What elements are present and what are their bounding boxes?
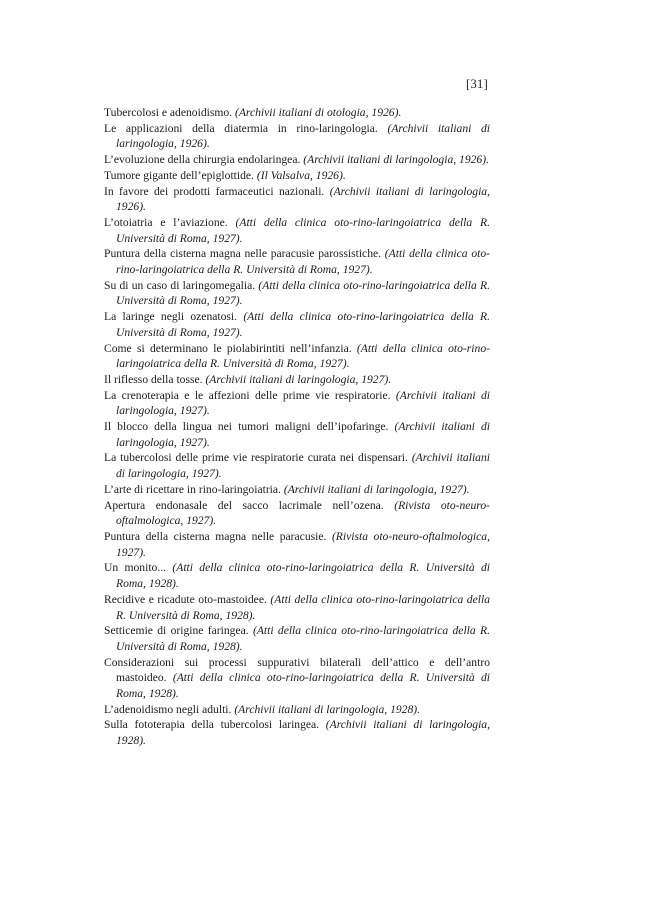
entry-source: (Archivii italiani di laringologia, 1927). — [116, 451, 490, 481]
entry-source: (Atti della clinica oto-rino-laringoiatrica della R. Università di Roma, 1927). — [116, 278, 490, 308]
bibliography-entry — [104, 419, 490, 450]
entry-title: Su di un caso di laringomegalia. — [104, 278, 256, 292]
entry-title: La tubercolosi delle prime vie respiratorie curata nei dispensari. — [104, 451, 408, 465]
bibliography-entry — [104, 498, 490, 529]
entry-source: (Atti della clinica oto-rino-laringoiatrica della R. Università di Roma, 1928). — [116, 561, 490, 591]
entry-title: In favore dei prodotti farmaceutici nazionali. — [104, 184, 325, 198]
bibliography-entry — [104, 450, 490, 481]
entry-source: (Atti della clinica oto-rino-laringoiatrica della R. Università di Roma, 1928). — [116, 592, 490, 622]
entry-title: Come si determinano le piolabirintiti nell’infanzia. — [104, 341, 352, 355]
bibliography-entry — [104, 529, 490, 560]
entry-source: (Archivii italiani di laringologia, 1927). — [116, 388, 490, 418]
entry-source: (Il Valsalva, 1926). — [256, 168, 346, 182]
entry-title: La laringe negli ozenatosi. — [104, 310, 238, 324]
entry-source: (Atti della clinica oto-rino-laringoiatrica della R. Università di Roma, 1927). — [116, 247, 490, 277]
entry-source: (Archivii italiani di laringologia, 1926). — [116, 121, 490, 151]
entry-source: (Rivista oto-neuro-oftalmologica, 1927). — [116, 529, 490, 559]
bibliography-entry — [104, 623, 490, 654]
entry-source: (Archivii italiani di laringologia, 1927). — [283, 482, 470, 496]
bibliography-entry — [104, 152, 490, 168]
page-number: [31] — [466, 77, 489, 91]
entry-source: (Rivista oto-neuro-oftalmologica, 1927). — [116, 498, 490, 528]
bibliography-entry — [104, 655, 490, 702]
entry-title: Considerazioni sui processi suppurativi bilaterali dell’attico e dell’antro mastoideo. — [104, 655, 490, 685]
bibliography-entry — [104, 121, 490, 152]
bibliography-entry — [104, 168, 490, 184]
entry-source: (Atti della clinica oto-rino-laringoiatrica della R. Università di Roma, 1927). — [116, 215, 490, 245]
entry-source: (Archivii italiani di laringologia, 1926). — [303, 153, 489, 167]
entry-title: L’otoiatria e l’aviazione. — [104, 215, 228, 229]
bibliography-entry — [104, 341, 490, 372]
entry-title: Apertura endonasale del sacco lacrimale nell’ozena. — [104, 498, 384, 512]
entry-title: Puntura della cisterna magna nelle paracusie. — [104, 529, 327, 543]
entry-title: Sulla fototerapia della tubercolosi laringea. — [104, 718, 320, 732]
entry-title: L’evoluzione della chirurgia endolaringea. — [104, 153, 301, 167]
bibliography-entry — [104, 105, 490, 121]
bibliography-entry — [104, 388, 490, 419]
entry-title: Setticemie di origine faringea. — [104, 624, 249, 638]
entry-title: Recidive e ricadute oto-mastoidee. — [104, 592, 267, 606]
bibliography-entry — [104, 560, 490, 591]
entry-source: (Archivii italiani di laringologia, 1928). — [116, 718, 490, 748]
bibliography-entry — [104, 592, 490, 623]
entry-title: Il riflesso della tosse. — [104, 372, 203, 386]
entry-title: Un monito... — [104, 561, 167, 575]
entry-source: (Atti della clinica oto-rino-laringoiatrica della R. Università di Roma, 1927). — [116, 310, 490, 339]
bibliography-entry — [104, 717, 490, 748]
entry-title: Tumore gigante dell’epiglottide. — [104, 168, 254, 182]
bibliography-entry — [104, 309, 490, 340]
bibliography-entry — [104, 372, 490, 388]
entry-title: La crenoterapia e le affezioni delle prime vie respiratorie. — [104, 388, 391, 402]
entry-title: Tubercolosi e adenoidismo. — [104, 106, 233, 119]
bibliography-entry — [104, 278, 490, 309]
entry-title: L’arte di ricettare in rino-laringoiatria. — [104, 482, 281, 496]
entry-source: (Archivii italiani di laringologia, 1928). — [234, 702, 421, 716]
entry-source: (Atti della clinica oto-rino-laringoiatrica della R. Università di Roma, 1927). — [116, 341, 490, 371]
entry-title: Le applicazioni della diatermia in rino-laringologia. — [104, 121, 378, 135]
bibliography-entry — [104, 184, 490, 215]
entry-source: (Archivii italiani di otologia, 1926). — [234, 106, 402, 119]
entry-source: (Archivii italiani di laringologia, 1927). — [116, 420, 490, 449]
entry-title: Puntura della cisterna magna nelle paracusie parossistiche. — [104, 247, 382, 261]
bibliography-entry — [104, 702, 490, 718]
entry-source: (Atti della clinica oto-rino-laringoiatrica della R. Università di Roma, 1928). — [116, 624, 490, 653]
entry-source: (Archivii italiani di laringologia, 1926). — [116, 184, 491, 214]
bibliography-entry — [104, 482, 490, 498]
bibliography-entry — [104, 246, 490, 277]
entry-title: Il blocco della lingua nei tumori maligni dell’ipofaringe. — [104, 420, 389, 434]
bibliography-entry — [104, 215, 490, 246]
bibliography-list — [104, 105, 490, 749]
entry-source: (Archivii italiani di laringologia, 1927). — [205, 372, 392, 386]
entry-source: (Atti della clinica oto-rino-laringoiatrica della R. Università di Roma, 1928). — [116, 671, 491, 701]
entry-title: L’adenoidismo negli adulti. — [104, 702, 232, 716]
